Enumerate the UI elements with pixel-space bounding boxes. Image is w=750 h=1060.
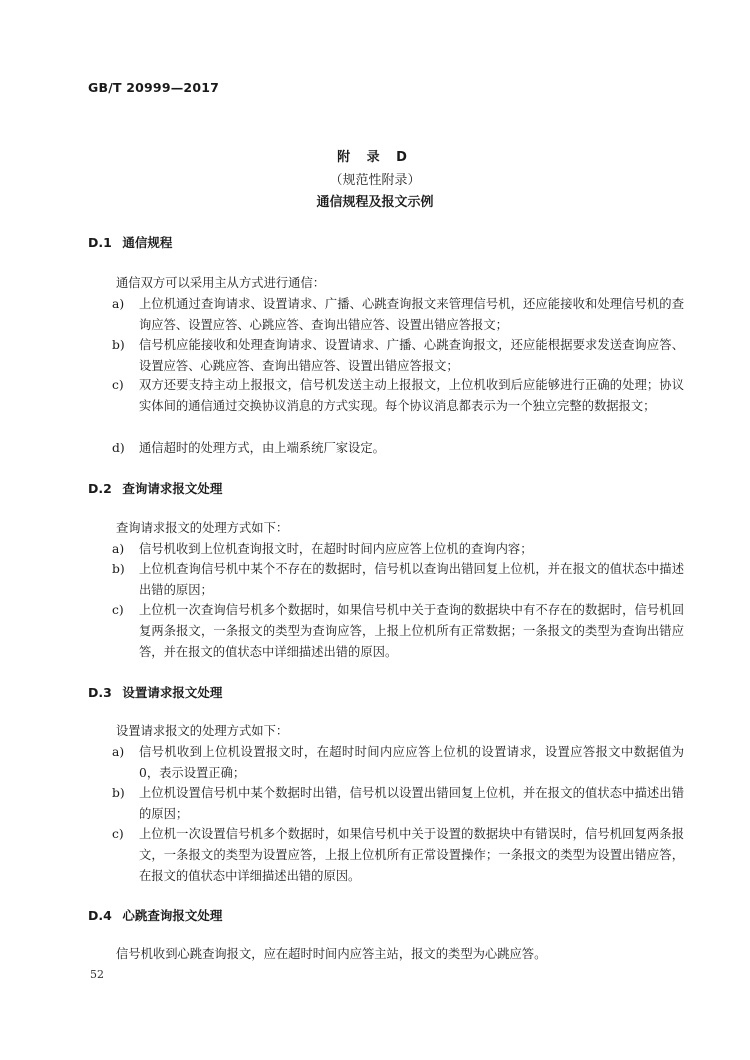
- annex-title: 附 录 D: [337, 150, 413, 165]
- list-marker: c): [112, 603, 124, 617]
- section-title: 通信规程: [122, 235, 173, 250]
- section-heading-d2: [88, 481, 222, 497]
- annex-type: （规范性附录）: [329, 173, 421, 188]
- list-item: [112, 824, 684, 887]
- list-marker: b): [112, 562, 125, 576]
- section-number: D.4: [88, 908, 112, 923]
- list-item-text: 上位机设置信号机中某个数据时出错，信号机以设置出错回复上位机，并在报文的值状态中描述出错的原因；: [139, 786, 684, 821]
- list-marker: b): [112, 338, 125, 352]
- list-marker: d): [112, 441, 125, 455]
- list-marker: a): [112, 297, 125, 311]
- section-number: D.3: [88, 685, 112, 700]
- section-intro: 设置请求报文的处理方式如下：: [116, 724, 289, 738]
- list-marker: a): [112, 542, 125, 556]
- list-item-text: 上位机一次设置信号机多个数据时，如果信号机中关于设置的数据块中有错误时，信号机回复两条报文，一条报文的类型为设置应答，上报上位机所有正常设置操作；一条报文的类型为设置出错应答，在报文的值状态中详细描述出错的原因。: [139, 827, 684, 883]
- section-intro: 信号机收到心跳查询报文，应在超时时间内应答主站，报文的类型为心跳应答。: [116, 947, 547, 961]
- list-item-text: 信号机应能接收和处理查询请求、设置请求、广播、心跳查询报文，还应能根据要求发送查询应答、设置应答、心跳应答、查询出错应答、设置出错应答报文；: [139, 338, 684, 373]
- section-title: 设置请求报文处理: [122, 685, 223, 700]
- list-marker: c): [112, 378, 124, 392]
- list-item: [112, 335, 684, 377]
- list-item-text: 上位机一次查询信号机多个数据时，如果信号机中关于查询的数据块中有不存在的数据时，信号机回复两条报文，一条报文的类型为查询应答，上报上位机所有正常数据；一条报文的类型为查询出错应答，并在报文的值状态中详细描述出错的原因。: [139, 603, 684, 659]
- list-item-text: 信号机收到上位机设置报文时，在超时时间内应应答上位机的设置请求，设置应答报文中数据值为 0，表示设置正确；: [139, 745, 684, 780]
- standard-code: GB/T 20999—2017: [88, 80, 220, 95]
- section-number: D.2: [88, 481, 112, 496]
- list-item-text: 上位机查询信号机中某个不存在的数据时，信号机以查询出错回复上位机，并在报文的值状态中描述出错的原因；: [139, 562, 684, 597]
- list-item: [112, 438, 684, 459]
- section-number: D.1: [88, 235, 112, 250]
- list-marker: b): [112, 786, 125, 800]
- section-heading-d1: [88, 235, 172, 251]
- list-item-text: 通信超时的处理方式，由上端系统厂家设定。: [139, 441, 385, 455]
- list-marker: c): [112, 827, 124, 841]
- annex-name: 通信规程及报文示例: [316, 195, 434, 210]
- list-item: [112, 539, 684, 560]
- list-item: [112, 600, 684, 663]
- section-intro: 通信双方可以采用主从方式进行通信：: [116, 276, 326, 290]
- list-item: [112, 375, 684, 417]
- list-item: [112, 294, 684, 336]
- list-item-text: 双方还要支持主动上报报文，信号机发送主动上报报文，上位机收到后应能够进行正确的处理；协议实体间的通信通过交换协议消息的方式实现。每个协议消息都表示为一个独立完整的数据报文；: [139, 378, 684, 413]
- section-intro: 查询请求报文的处理方式如下：: [116, 521, 289, 535]
- list-item: [112, 742, 684, 784]
- list-item-text: 信号机收到上位机查询报文时，在超时时间内应应答上位机的查询内容；: [139, 542, 533, 556]
- section-title: 心跳查询报文处理: [122, 908, 223, 923]
- list-item: [112, 559, 684, 601]
- list-marker: a): [112, 745, 125, 759]
- list-item-text: 上位机通过查询请求、设置请求、广播、心跳查询报文来管理信号机，还应能接收和处理信号机的查询应答、设置应答、心跳应答、查询出错应答、设置出错应答报文；: [139, 297, 684, 332]
- section-heading-d3: [88, 685, 222, 701]
- section-title: 查询请求报文处理: [122, 481, 223, 496]
- page-number: 52: [90, 968, 104, 981]
- section-heading-d4: [88, 908, 222, 924]
- list-item: [112, 783, 684, 825]
